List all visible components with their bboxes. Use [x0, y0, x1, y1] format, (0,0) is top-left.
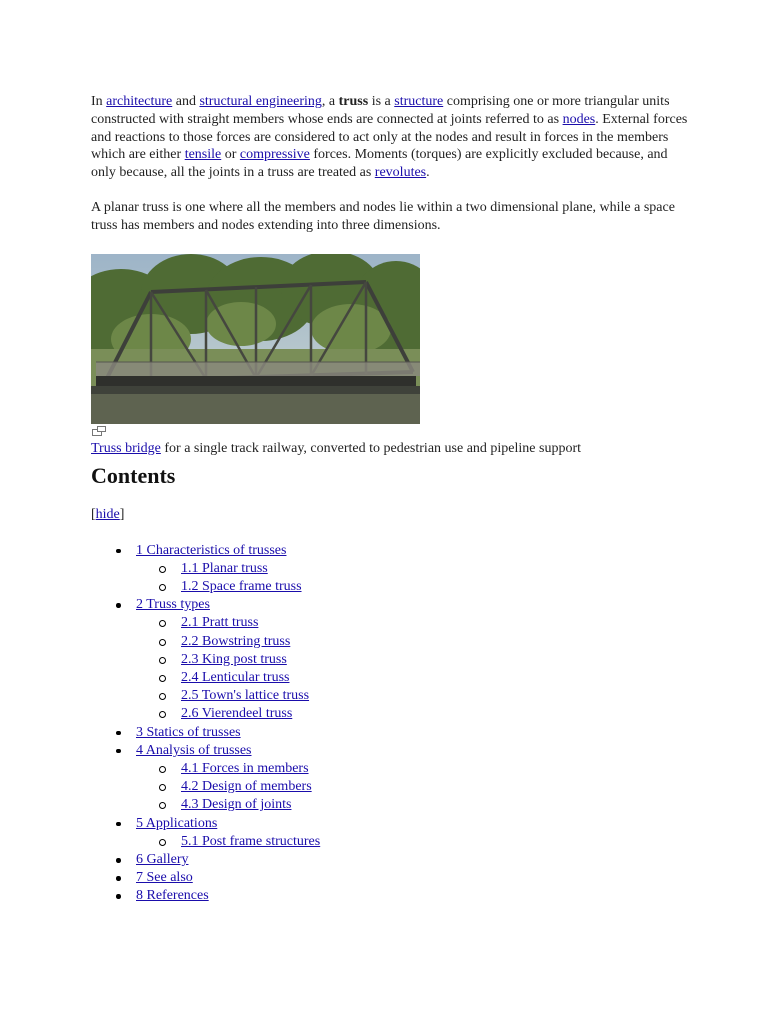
toc-sublink[interactable]: 4.2 Design of members [181, 779, 312, 795]
toc-item [91, 851, 691, 869]
toc-sublink[interactable]: 2.3 King post truss [181, 651, 287, 667]
toc-list [91, 542, 691, 906]
toc-item [91, 887, 691, 905]
toc-subitem [136, 705, 691, 723]
link-nodes[interactable]: nodes [562, 111, 596, 127]
toc-item [91, 815, 691, 851]
toc-sublist [136, 760, 691, 815]
toc-item [91, 724, 691, 742]
figure-caption [91, 440, 691, 458]
text: . External forces and reactions to those forces are considered to act only at the nodes and result in forces in the members which are either [91, 111, 688, 163]
toc-subitem [136, 560, 691, 578]
text: , a [321, 94, 339, 109]
toc-sublink[interactable]: 2.6 Vierendeel truss [181, 706, 293, 722]
toc-sublink[interactable]: 4.1 Forces in members [181, 761, 309, 777]
link-truss-bridge[interactable]: Truss bridge [91, 440, 161, 456]
toc-item [91, 542, 691, 597]
toc-item [91, 596, 691, 723]
bracket: [ [91, 506, 96, 522]
text: and [172, 94, 200, 109]
toc-title: Contents [91, 462, 176, 488]
toc-subitem [136, 633, 691, 651]
toc-sublink[interactable]: 2.1 Pratt truss [181, 615, 259, 631]
toc-sublink[interactable]: 2.5 Town's lattice truss [181, 688, 310, 704]
toc-sublist [136, 614, 691, 723]
toc-subitem [136, 778, 691, 796]
intro-paragraph [91, 93, 691, 182]
toc-sublist [136, 560, 691, 596]
text: is a [368, 94, 395, 109]
toc-sublink[interactable]: 5.1 Post frame structures [181, 833, 321, 849]
toc-link[interactable]: 2 Truss types [136, 597, 210, 613]
bold-term-truss: truss [338, 94, 369, 109]
toc-link[interactable]: 1 Characteristics of trusses [136, 542, 287, 558]
text: comprising one or more triangular units constructed with straight members whose ends are connected at joints referred to as [91, 94, 670, 127]
toc-item [91, 869, 691, 887]
bracket: ] [119, 506, 125, 522]
toc-link[interactable]: 7 See also [136, 870, 193, 886]
toc-sublink[interactable]: 1.1 Planar truss [181, 560, 268, 576]
link-tensile[interactable]: tensile [184, 147, 222, 163]
enlarge-icon[interactable] [91, 425, 107, 437]
toc-subitem [136, 614, 691, 632]
planar-space-paragraph: A planar truss is one where all the members and nodes lie within a two dimensional plane, while a space truss has members and nodes extending into three dimensions. [91, 199, 675, 233]
toc-subitem [136, 833, 691, 851]
toc-sublink[interactable]: 4.3 Design of joints [181, 797, 292, 813]
toc-sublink[interactable]: 2.4 Lenticular truss [181, 670, 290, 685]
link-revolutes[interactable]: revolutes [374, 165, 427, 181]
toc-subitem [136, 669, 691, 687]
toc-item [91, 742, 691, 815]
toc-sublink[interactable]: 2.2 Bowstring truss [181, 633, 291, 649]
toc-link[interactable]: 3 Statics of trusses [136, 724, 241, 740]
toc-subitem [136, 578, 691, 596]
caption-text: for a single track railway, converted to pedestrian use and pipeline support [160, 440, 582, 456]
link-compressive[interactable]: compressive [239, 147, 310, 163]
toc-subitem [136, 651, 691, 669]
toc-link[interactable]: 5 Applications [136, 815, 218, 831]
toc-subitem [136, 687, 691, 705]
toc-subitem [136, 760, 691, 778]
toc-toggle [91, 506, 691, 524]
text: In [91, 94, 107, 109]
text: forces. Moments (torques) are explicitly excluded because, and only because, all the joints in a truss are treated as [91, 147, 668, 181]
figure [91, 254, 691, 458]
text: . [426, 165, 430, 181]
toc-sublink[interactable]: 1.2 Space frame truss [181, 578, 302, 594]
toc-link[interactable]: 8 References [136, 888, 209, 904]
link-structure[interactable]: structure [394, 94, 444, 109]
article-content [91, 93, 691, 906]
truss-bridge-image[interactable] [91, 254, 420, 424]
text: or [221, 147, 240, 163]
toc-link[interactable]: 4 Analysis of trusses [136, 742, 252, 758]
link-structural-engineering[interactable]: structural engineering [199, 94, 322, 109]
toc-link[interactable]: 6 Gallery [136, 852, 189, 868]
link-architecture[interactable]: architecture [106, 94, 173, 109]
toc-hide-link[interactable]: hide [95, 506, 120, 522]
toc-subitem [136, 796, 691, 814]
toc-sublist [136, 833, 691, 851]
